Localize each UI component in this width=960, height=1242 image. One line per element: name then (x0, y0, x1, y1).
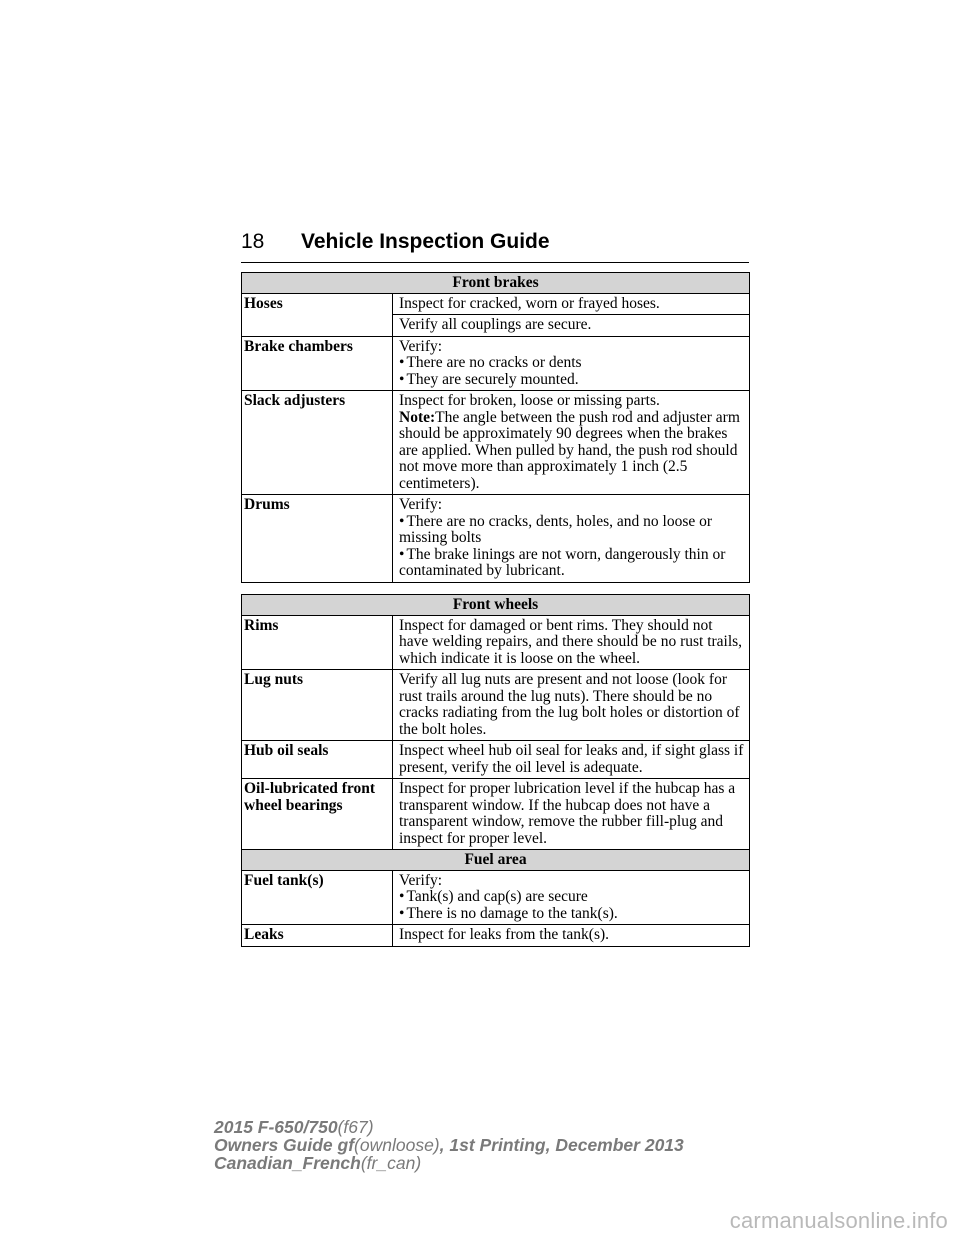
bullet-item: • Tank(s) and cap(s) are secure (399, 889, 745, 906)
table-title-fuel-area: Fuel area (242, 850, 750, 871)
bullet-item: • There are no cracks or dents (399, 355, 745, 372)
verify-intro: Verify: (399, 496, 443, 513)
front-brakes-table (241, 272, 750, 583)
row-text: Inspect for cracked, worn or frayed hoses. (393, 293, 750, 315)
footer-printing: , 1st Printing, December 2013 (439, 1135, 684, 1155)
row-label-hoses: Hoses (242, 293, 393, 336)
row-text: Verify all couplings are secure. (393, 315, 750, 337)
row-text (393, 391, 750, 495)
table-row (242, 336, 750, 391)
note-label: Note: (399, 408, 436, 426)
table-row (242, 741, 750, 779)
table-title-front-brakes: Front brakes (242, 273, 750, 294)
print-footer (214, 1118, 684, 1172)
row-text (393, 336, 750, 391)
verify-intro: Verify: (399, 871, 443, 889)
footer-line-model (214, 1118, 684, 1136)
note-text: The angle between the push rod and adjuster arm should be approximately 90 degrees when the brakes are applied. When pulled by hand, the push rod should not move more than approximately 1 inch (2.5 centimeters). (399, 408, 740, 492)
page-header (241, 228, 749, 263)
table-row (242, 615, 750, 670)
footer-line-language (214, 1154, 684, 1172)
row-label-hub-oil-seals: Hub oil seals (242, 741, 393, 779)
table-row (242, 779, 750, 850)
bullet-item: • They are securely mounted. (399, 372, 745, 389)
table-row (242, 495, 750, 583)
row-label-brake-chambers: Brake chambers (242, 336, 393, 391)
row-label-leaks: Leaks (242, 925, 393, 947)
table-row (242, 293, 750, 315)
row-text (393, 870, 750, 925)
page-number: 18 (241, 230, 265, 253)
footer-guide-type: (ownloose) (354, 1135, 440, 1155)
row-text: Inspect wheel hub oil seal for leaks and, if sight glass if present, verify the oil level is adequate. (393, 741, 750, 779)
footer-model: 2015 F-650/750 (214, 1117, 338, 1137)
table-row (242, 870, 750, 925)
table-row (242, 925, 750, 947)
footer-guide: Owners Guide gf (214, 1135, 355, 1155)
footer-model-code: (f67) (337, 1117, 374, 1137)
row-label-rims: Rims (242, 615, 393, 670)
row-label-slack-adjusters: Slack adjusters (242, 391, 393, 495)
footer-line-guide (214, 1136, 684, 1154)
table-title-front-wheels: Front wheels (242, 595, 750, 616)
watermark: carmanualsonline.info (729, 1208, 948, 1233)
slack-adjusters-text: Inspect for broken, loose or missing parts. (399, 392, 660, 409)
section-title: Vehicle Inspection Guide (301, 230, 550, 253)
table-row (242, 391, 750, 495)
row-text: Verify all lug nuts are present and not loose (look for rust trails around the lug nuts). There should be no cracks radiating from the lug bolt holes or distortion of the bolt holes. (393, 670, 750, 741)
fuel-area-table (241, 849, 750, 947)
row-text: Inspect for proper lubrication level if the hubcap has a transparent window. If the hubcap does not have a transparent window, remove the rubber fill-plug and inspect for proper level. (393, 779, 750, 850)
row-label-lug-nuts: Lug nuts (242, 670, 393, 741)
row-label-drums: Drums (242, 495, 393, 583)
row-text: Inspect for leaks from the tank(s). (393, 925, 750, 947)
row-label-fuel-tanks: Fuel tank(s) (242, 870, 393, 925)
row-text: Inspect for damaged or bent rims. They should not have welding repairs, and there should be no rust trails, which indicate it is loose on the wheel. (393, 615, 750, 670)
bullet-item: • There is no damage to the tank(s). (399, 906, 745, 923)
footer-language: Canadian_French (214, 1153, 361, 1173)
footer-language-code: (fr_can) (360, 1153, 422, 1173)
bullet-item: • The brake linings are not worn, dangerously thin or contaminated by lubricant. (399, 547, 745, 580)
table-row (242, 670, 750, 741)
row-text (393, 495, 750, 583)
bullet-item: • There are no cracks, dents, holes, and no loose or missing bolts (399, 514, 745, 547)
verify-intro: Verify: (399, 337, 443, 355)
row-label-bearings: Oil-lubricated front wheel bearings (242, 779, 393, 850)
front-wheels-table (241, 594, 750, 850)
